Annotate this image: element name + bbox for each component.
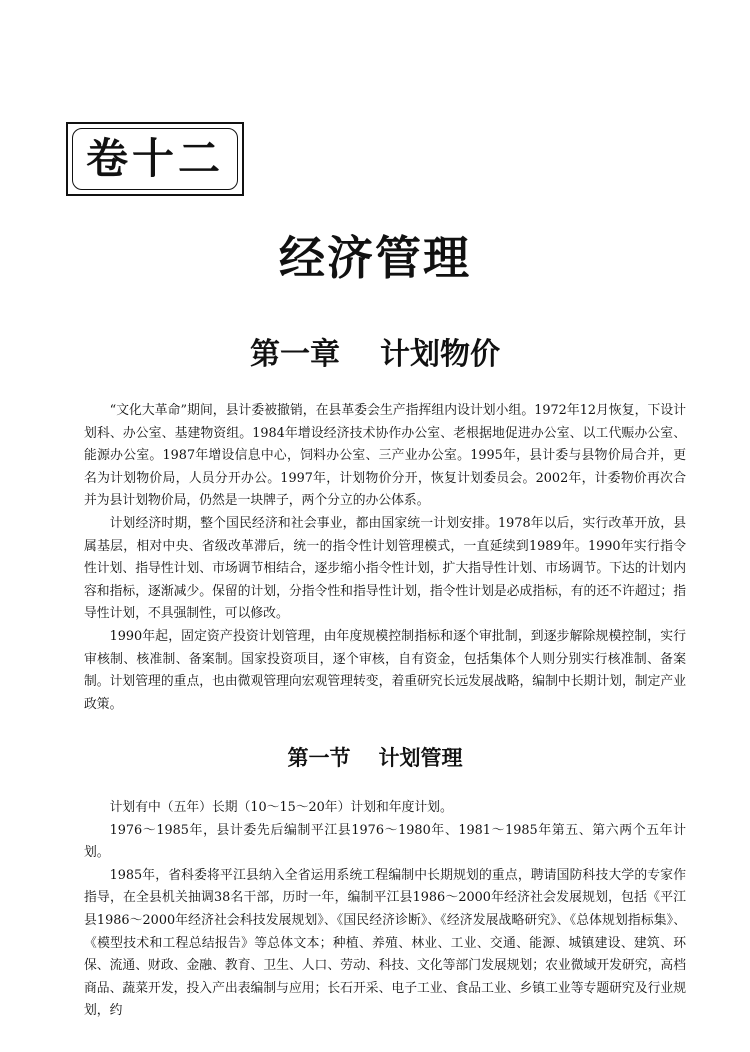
chapter-name: 计划物价 [380, 337, 500, 372]
chapter-number: 第一章 [250, 337, 340, 372]
paragraph: 1976～1985年，县计委先后编制平江县1976～1980年、1981～1985年第五、第六两个五年计划。 [84, 822, 686, 861]
section-body [84, 797, 686, 1023]
section-name: 计划管理 [378, 746, 463, 770]
volume-title: 卷十二 [85, 134, 224, 183]
volume-title-frame [66, 122, 244, 196]
paragraph: “文化大革命”期间，县计委被撤销，在县革委会生产指挥组内设计划小组。1972年12月恢复，下设计划科、办公室、基建物资组。1984年增设经济技术协作办公室、老根据地促进办公室、以工代赈办公室、能源办公室。1987年增设信息中心，饲料办公室、三产业办公室。1995年，县计委与县物价局合并，更名为计划物价局，人员分开办公。1997年，计划物价分开，恢复计划委员会。2002年，计委物价再次合并为县计划物价局，仍然是一块牌子，两个分立的办公体系。 [84, 403, 686, 509]
paragraph: 1990年起，固定资产投资计划管理，由年度规模控制指标和逐个审批制，到逐步解除规模控制，实行审核制、核准制、备案制。国家投资项目，逐个审核，自有资金，包括集体个人则分别实行核准制、备案制。计划管理的重点，也由微观管理向宏观管理转变，着重研究长远发展战略，编制中长期计划，制定产业政策。 [84, 628, 686, 712]
chapter-intro [84, 400, 686, 716]
section-number: 第一节 [287, 746, 351, 770]
paragraph: 计划经济时期，整个国民经济和社会事业，都由国家统一计划安排。1978年以后，实行改革开放，县属基层，相对中央、省级改革滞后，统一的指令性计划管理模式，一直延续到1989年。1990年实行指令性计划、指导性计划、市场调节相结合，逐步缩小指令性计划，扩大指导性计划、市场调节。下达的计划内容和指标，逐渐减少。保留的计划，分指令性和指导性计划，指令性计划是必成指标，有的还不许超过；指导性计划，不具强制性，可以修改。 [84, 515, 686, 622]
part-title: 经济管理 [279, 231, 471, 285]
paragraph: 1985年，省科委将平江县纳入全省运用系统工程编制中长期规划的重点，聘请国防科技大学的专家作指导，在全县机关抽调38名干部，历时一年，编制平江县1986～2000年经济社会发展规划，包括《平江县1986～2000年经济社会科技发展规划》、《国民经济诊断》、《经济发展战略研究》、《总体规划指标集》、《模型技术和工程总结报告》等总体文本；种植、养殖、林业、工业、交通、能源、城镇建设、建筑、环保、流通、财政、金融、教育、卫生、人口、劳动、科技、文化等部门发展规划；农业微域开发研究，高档商品、蔬菜开发，投入产出表编制与应用；长石开采、电子工业、食品工业、乡镇工业等专题研究及行业规划，约 [84, 867, 686, 1019]
section-heading [0, 743, 750, 773]
paragraph: 计划有中（五年）长期（10～15～20年）计划和年度计划。 [109, 800, 453, 815]
chapter-heading [0, 335, 750, 375]
